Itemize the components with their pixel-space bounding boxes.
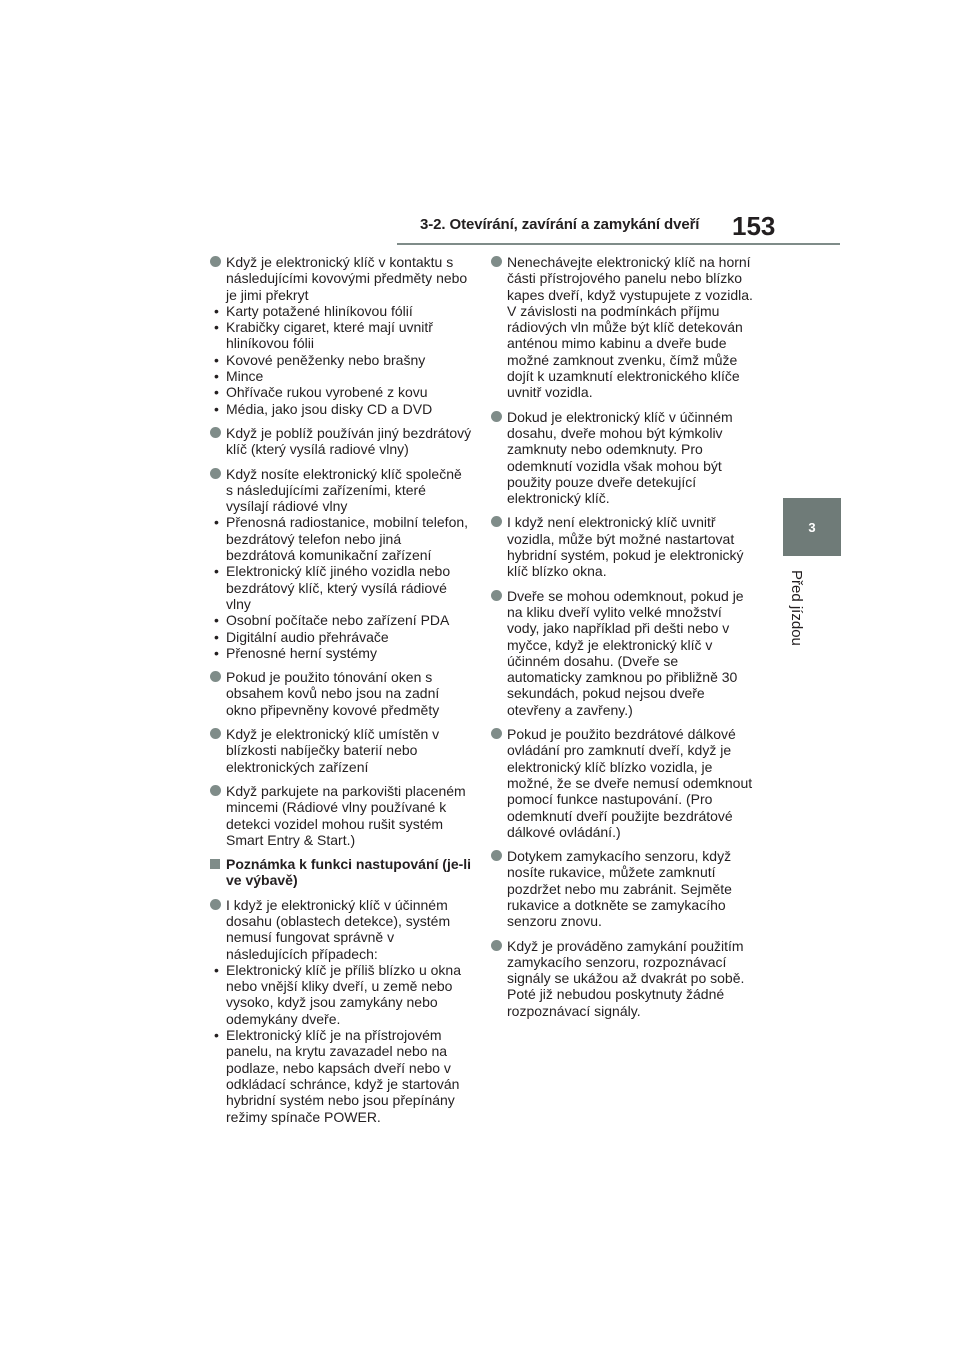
bullet-text <box>210 783 472 848</box>
item-text: Když je poblíž používán jiný bezdrátový klíč (který vysílá radiové vlny) <box>226 424 472 458</box>
bullet-item <box>210 669 472 718</box>
round-bullet-icon <box>210 785 221 796</box>
sub-list-item: • Přenosná radiostanice, mobilní telefon, bezdrátový telefon nebo jiná bezdrátová komunikační zařízení <box>210 514 472 563</box>
bullet-item <box>210 254 472 417</box>
sub-list <box>210 962 472 1125</box>
round-bullet-icon <box>491 516 502 527</box>
chapter-number: 3 <box>808 519 816 535</box>
sub-list <box>210 303 472 417</box>
sub-list-item: • Digitální audio přehrávače <box>210 629 472 645</box>
sub-list-item: • Ohřívače rukou vyrobené z kovu <box>210 384 472 400</box>
sub-list-item: • Osobní počítače nebo zařízení PDA <box>210 612 472 628</box>
bullet-item <box>491 848 753 929</box>
bullet-text <box>491 726 753 840</box>
bullet-item <box>491 938 753 1019</box>
item-text: I když není elektronický klíč uvnitř vozidla, může být možné nastartovat hybridní systém, pokud je elektronický klíč blízko okna. <box>507 514 744 580</box>
section-title: 3-2. Otevírání, zavírání a zamykání dveří <box>420 216 700 233</box>
bullet-item <box>210 425 472 458</box>
round-bullet-icon <box>491 411 502 422</box>
bullet-text <box>210 669 472 718</box>
sub-list-item: • Přenosné herní systémy <box>210 645 472 661</box>
sub-list-item: • Elektronický klíč je na přístrojovém panelu, na krytu zavazadel nebo na podlaze, nebo kapsách dveří nebo v odkládací schránce, když je startován hybridní systém nebo jsou přepínány režimy spínače POWER. <box>210 1027 472 1125</box>
round-bullet-icon <box>210 671 221 682</box>
item-text: Dveře se mohou odemknout, pokud je na kliku dveří vylito velké množství vody, jako například při dešti nebo v myčce, když je elektronický klíč v účinném dosahu. (Dveře se automaticky zamknou po přibližně 30 sekundách, pokud nejsou dveře otevřeny a zavřeny.) <box>507 587 744 718</box>
round-bullet-icon <box>491 728 502 739</box>
sub-list-item: • Mince <box>210 368 472 384</box>
left-column <box>210 254 472 1133</box>
round-bullet-icon <box>210 728 221 739</box>
bullet-item <box>210 783 472 848</box>
section-heading <box>210 856 472 889</box>
round-bullet-icon <box>210 256 221 267</box>
item-text: Když nosíte elektronický klíč společně s následujícími zařízeními, které vysílají rádiové vlny <box>226 465 462 515</box>
round-bullet-icon <box>210 427 221 438</box>
sub-list-item: • Elektronický klíč je příliš blízko u okna nebo vnější kliky dveří, u země nebo vysoko, když jsou zamykány nebo odemykány dveře. <box>210 962 472 1027</box>
bullet-text <box>491 588 753 718</box>
chapter-label-text: Před jízdou <box>788 570 805 646</box>
item-text: Nenechávejte elektronický klíč na horní části přístrojového panelu nebo blízko kapes dveří, když vystupujete z vozidla. V závislosti na podmínkách příjmu rádiových vln může být klíč detekován anténou mimo kabinu a dveře bude možné zamknout zvenku, čímž může dojít k uzamknutí elektronického klíče uvnitř vozidla. <box>507 254 753 401</box>
page-number: 153 <box>732 211 776 241</box>
bullet-item <box>491 588 753 718</box>
item-text: Dotykem zamykacího senzoru, když nosíte rukavice, můžete zamknutí pozdržet nebo mu zabránit. Sejměte rukavice a dotkněte se zamykacího senzoru znovu. <box>507 848 732 930</box>
sub-list-item: • Krabičky cigaret, které mají uvnitř hliníkovou fólii <box>210 319 472 352</box>
item-text: I když je elektronický klíč v účinném dosahu (oblastech detekce), systém nemusí fungovat správně v následujících případech: <box>226 896 451 962</box>
sub-list <box>210 514 472 661</box>
item-text: Pokud je použito tónování oken s obsahem kovů nebo jsou na zadní okno připevněny kovové předměty <box>226 669 440 718</box>
round-bullet-icon <box>210 468 221 479</box>
sub-list-item: • Elektronický klíč jiného vozidla nebo bezdrátový klíč, který vysílá rádiové vlny <box>210 563 472 612</box>
round-bullet-icon <box>491 940 502 951</box>
bullet-text <box>210 466 472 515</box>
bullet-text <box>491 254 753 401</box>
item-text: Když je elektronický klíč v kontaktu s následujícími kovovými předměty nebo je jimi překryt <box>226 254 468 303</box>
sub-list-item: • Karty potažené hliníkovou fólií <box>210 303 472 319</box>
bullet-text <box>491 409 753 507</box>
sub-list-item: • Kovové peněženky nebo brašny <box>210 352 472 368</box>
bullet-text <box>491 938 753 1019</box>
item-text: Když parkujete na parkovišti placeném mincemi (Rádiové vlny používané k detekci vozidel mohou rušit systém Smart Entry & Start.) <box>226 782 466 848</box>
bullet-item <box>210 726 472 775</box>
bullet-text <box>210 726 472 775</box>
chapter-tab <box>783 498 841 556</box>
round-bullet-icon <box>491 590 502 601</box>
bullet-item <box>491 726 753 840</box>
bullet-text <box>210 897 472 962</box>
bullet-text <box>210 425 472 458</box>
right-column <box>491 254 753 1027</box>
chapter-side-label <box>777 570 811 670</box>
item-text: Dokud je elektronický klíč v účinném dosahu, dveře mohou být kýmkoliv zamknuty nebo odemknuty. Pro odemknutí vozidla však mohou být použity pouze dveře detekující elektronický klíč. <box>507 408 733 507</box>
bullet-text <box>491 514 753 579</box>
bullet-item <box>210 466 472 662</box>
bullet-item <box>491 254 753 401</box>
item-text: Když je elektronický klíč umístěn v blízkosti nabíječky baterií nebo elektronických zařízení <box>226 726 440 775</box>
item-text: Pokud je použito bezdrátové dálkové ovládání pro zamknutí dveří, když je elektronický klíč blízko vozidla, je možné, že se dveře nemusí odemknout pomocí funkce nastupování. (Pro odemknutí dveří použijte bezdrátové dálkové ovládání.) <box>507 726 753 840</box>
header-divider <box>397 243 840 245</box>
bullet-item <box>210 897 472 1125</box>
bullet-item <box>491 514 753 579</box>
round-bullet-icon <box>210 899 221 910</box>
sub-list-item: • Média, jako jsou disky CD a DVD <box>210 401 472 417</box>
bullet-item <box>491 409 753 507</box>
bullet-text <box>210 254 472 303</box>
round-bullet-icon <box>491 256 502 267</box>
item-text: Když je prováděno zamykání použitím zamykacího senzoru, rozpoznávací signály se ukážou až dvakrát po sobě. Poté již nebudou poskytnuty žádné rozpoznávací signály. <box>507 937 745 1019</box>
heading-text <box>210 856 472 889</box>
item-text: Poznámka k funkci nastupování (je-li ve výbavě) <box>226 856 472 889</box>
square-bullet-icon <box>210 859 220 869</box>
bullet-text <box>491 848 753 929</box>
round-bullet-icon <box>491 850 502 861</box>
